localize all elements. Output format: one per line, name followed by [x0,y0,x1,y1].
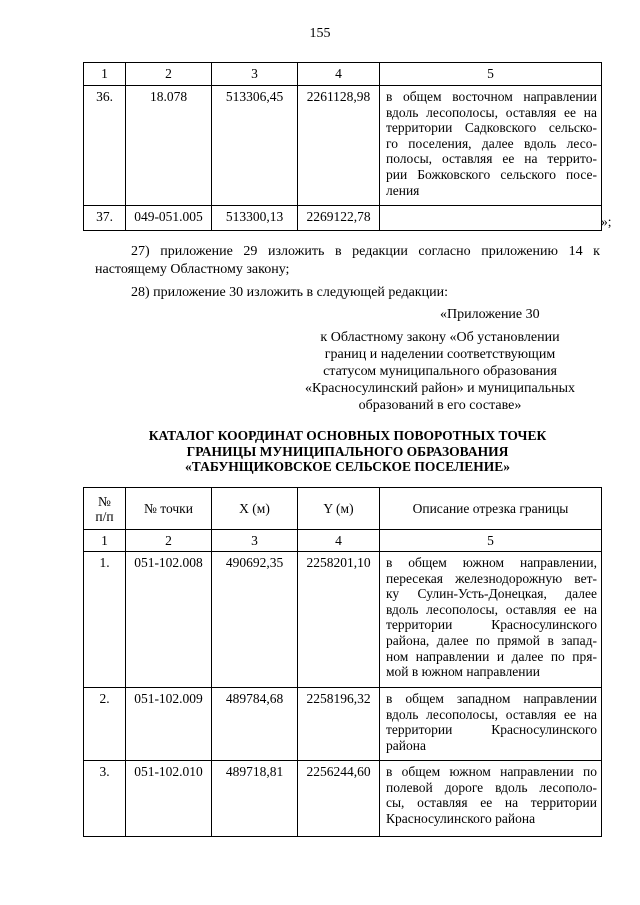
catalog-coordinates-table [83,487,602,837]
point-number: 049-051.005 [126,206,212,231]
page-number: 155 [309,26,331,41]
x-coordinate: 489784,68 [212,688,298,761]
desc-line: ку Сулин-Усть-Донецкая, далее [386,586,597,602]
appendix-title: «Приложение 30 [440,307,540,322]
desc-line: территории Садковского сельско- [386,120,597,136]
desc-line: мой в южном направлении [386,664,540,680]
table-row [84,86,602,206]
catalog-title-line: ГРАНИЦЫ МУНИЦИПАЛЬНОГО ОБРАЗОВАНИЯ [186,443,509,459]
catalog-title-line: «ТАБУНЩИКОВСКОЕ СЕЛЬСКОЕ ПОСЕЛЕНИЕ» [185,459,510,474]
table-row [84,761,602,837]
y-coordinate: 2258196,32 [298,688,380,761]
y-coordinate: 2258201,10 [298,552,380,688]
appendix-line: «Красносулинский район» и муниципальных [304,381,576,396]
table-cell: 3 [212,63,298,86]
appendix-subtitle [280,329,600,414]
header-row-number [84,488,126,530]
y-coordinate: 2256244,60 [298,761,380,837]
desc-line: территории Красносулинского [386,722,597,738]
desc-line: пересекая железнодорожную вет- [386,570,597,586]
point-number: 18.078 [126,86,212,206]
paragraph-line: 27) приложение 29 изложить в редакции согласно приложению 14 к [131,244,600,259]
table-row [84,206,602,231]
table-index-row [84,530,602,552]
x-coordinate: 489718,81 [212,761,298,837]
desc-line: в общем южном направлении, [386,555,597,570]
desc-line: в общем восточном направлении [386,89,597,104]
desc-line: района [386,737,426,753]
y-coordinate: 2261128,98 [298,86,380,206]
header-text: № [98,493,111,509]
y-coordinate: 2269122,78 [298,206,380,231]
table-cell: 1 [84,530,126,552]
desc-line: Красносулинского района [386,810,536,826]
point-number: 051-102.008 [126,552,212,688]
header-y: Y (м) [298,488,380,530]
header-text: п/п [95,508,114,524]
appendix-line: границ и наделении соответствующим [324,347,556,362]
appendix-line: статусом муниципального образования [323,364,557,379]
row-number: 2. [84,688,126,761]
table-row [84,552,602,688]
paragraph-line: настоящему Областному закону; [95,262,290,277]
desc-line: сы, оставляя ее на территории [386,795,597,811]
x-coordinate: 513300,13 [212,206,298,231]
table-row [84,688,602,761]
desc-line: полосы, оставляя ее на террито- [386,151,597,167]
row-number: 3. [84,761,126,837]
table-cell: 1 [84,63,126,86]
table-cell: 4 [298,63,380,86]
appendix-line: образований в его составе» [358,398,522,413]
point-number: 051-102.010 [126,761,212,837]
desc-line: рии Божковского сельского посе- [386,166,597,182]
desc-line: вдоль лесополосы, оставляя ее на [386,104,597,120]
table-cell: 5 [380,63,602,86]
header-point-number: № точки [126,488,212,530]
desc-line: в общем западном направлении [386,691,597,706]
x-coordinate: 513306,45 [212,86,298,206]
desc-line: территории Красносулинского [386,617,597,633]
desc-line: района, далее по прямой в запад- [386,632,597,648]
paragraph-28: 28) приложение 30 изложить в следующей редакции: [131,285,448,300]
closing-quote-mark: »; [601,214,612,229]
x-coordinate: 490692,35 [212,552,298,688]
segment-description [380,86,602,206]
row-number: 1. [84,552,126,688]
table-cell: 5 [380,530,602,552]
segment-description [380,761,602,837]
header-x: X (м) [212,488,298,530]
table-header-row [84,488,602,530]
point-number: 051-102.009 [126,688,212,761]
table-cell: 2 [126,63,212,86]
table-cell: 3 [212,530,298,552]
table-cell: 2 [126,530,212,552]
top-coordinates-table [83,62,602,231]
desc-line: го поселения, далее вдоль лесо- [386,135,597,151]
row-number: 36. [84,86,126,206]
desc-line: в общем южном направлении по [386,764,597,779]
segment-description [380,688,602,761]
desc-line: ления [386,182,420,198]
desc-line: вдоль лесополосы, оставляя ее на [386,706,597,722]
desc-line: вдоль лесополосы, оставляя ее на [386,601,597,617]
table-index-row [84,63,602,86]
table-cell: 4 [298,530,380,552]
paragraph-27 [95,243,600,279]
row-number: 37. [84,206,126,231]
appendix-line: к Областному закону «Об установлении [320,330,560,345]
header-description: Описание отрезка границы [380,488,602,530]
segment-description [380,552,602,688]
catalog-title-line: КАТАЛОГ КООРДИНАТ ОСНОВНЫХ ПОВОРОТНЫХ ТОЧЕК [148,428,547,443]
catalog-title [95,428,600,475]
segment-description [380,206,602,231]
desc-line: ном направлении и далее по пря- [386,648,597,664]
desc-line: полевой дороге вдоль лесополо- [386,779,597,795]
